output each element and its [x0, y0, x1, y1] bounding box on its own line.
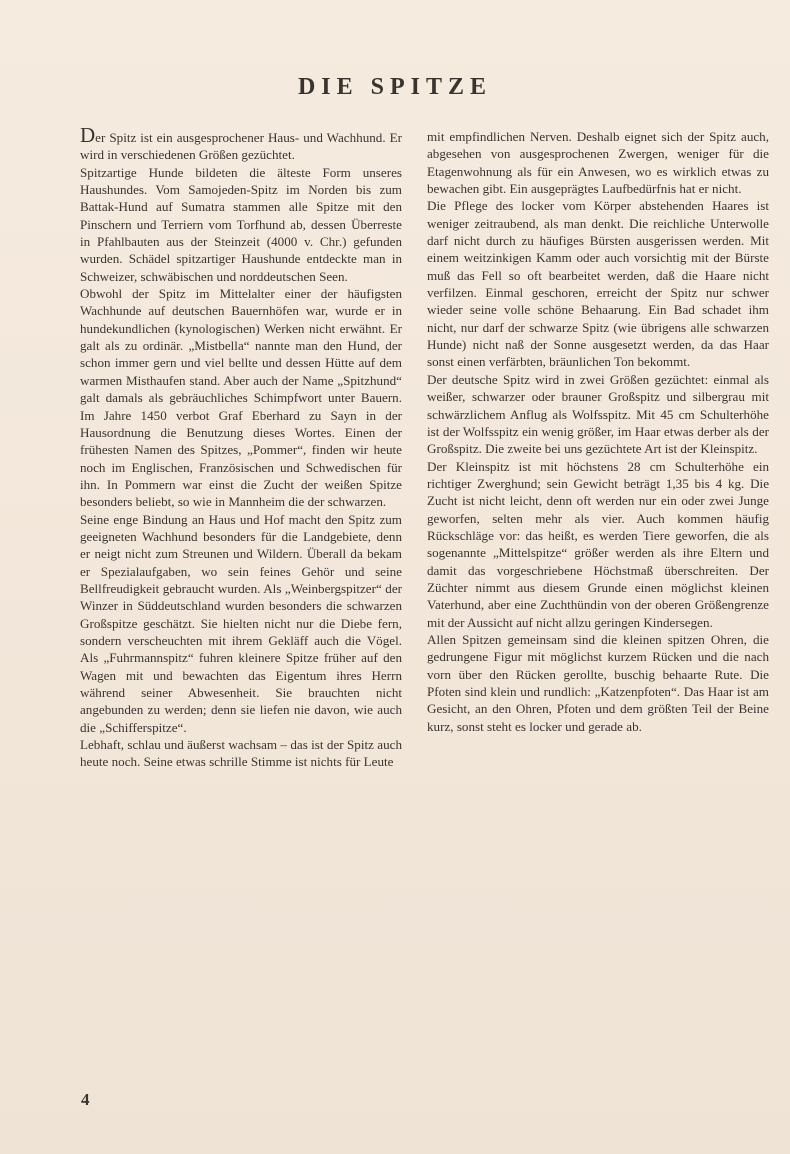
page-number: 4	[81, 1090, 90, 1109]
paragraph: Obwohl der Spitz im Mittelalter einer der häufigsten Wachhunde auf deutschen Bauernhöfen war, wurde er in hundekundlichen (kynologischen) Werken nicht erwähnt. Er galt als zu ordinär. „Mistbella“ nannte man den Hund, der schon immer gern und viel bellte und dessen Hütte auf dem warmen Misthaufen stand. Aber auch der Name „Spitzhund“ galt damals als gebräuchliches Schimpfwort unter Bauern. Im Jahre 1450 verbot Graf Eberhard zu Sayn in der Hausordnung die Benutzung dieses Wortes. Einen der frühesten Namen des Spitzes, „Pommer“, finden wir heute noch im Englischen, Französischen und Schwedischen für ihn. In Pommern war einst die Zucht der weißen Spitze besonders beliebt, so wie in Mannheim die der schwarzen.	[80, 286, 402, 510]
page-title: DIE SPITZE	[297, 74, 493, 100]
paragraph: Der Spitz ist ein ausgesprochener Haus- und Wachhund. Er wird in verschiedenen Größen gezüchtet.	[80, 123, 402, 163]
paragraph: Seine enge Bindung an Haus und Hof macht den Spitz zum geeigneten Wachhund besonders für die Landgebiete, denn er neigt nicht zum Streunen und Wildern. Überall da bekam er Spezialaufgaben, wo sein feines Gehör und seine Bellfreudigkeit gebraucht wurden. Als „Weinbergspitzer“ der Winzer in Süddeutschland wurden besonders die schwarzen Großspitze geschätzt. Sie hielten nicht nur die Diebe fern, sondern verscheuchten mit ihrem Gekläff auch die Vögel. Als „Fuhrmannspitz“ fuhren kleinere Spitze früher auf den Wagen mit und bewachten das Eigentum ihres Herrn während seiner Abwesenheit. Sie brauchten nicht angebunden zu werden; denn sie liefen nie davon, wie auch die „Schifferspitze“.	[80, 511, 402, 735]
paragraph: Spitzartige Hunde bildeten die älteste Form unseres Haushundes. Vom Samojeden-Spitz im Norden bis zum Battak-Hund auf Sumatra stammen alle Spitze mit den Pinschern und Terriern vom Torfhund ab, dessen Überreste in Pfahlbauten aus der Steinzeit (4000 v. Chr.) gefunden wurden. Schädel spitzartiger Haushunde entdeckte man in Schweizer, schwäbischen und norddeutschen Seen.	[80, 164, 402, 284]
paragraph: Die Pflege des locker vom Körper abstehenden Haares ist weniger zeitraubend, als man denkt. Die reichliche Unterwolle darf nicht durch zu häufiges Bürsten ausgerissen werden. Mit einem weitzinkigen Kamm oder auch vorsichtig mit der Bürste muß das Fell so oft bearbeitet werden, daß die Haare nicht verfilzen. Einmal geschoren, erreicht der Spitz nur schwer wieder seine volle schöne Behaarung. Ein Bad schadet ihm nicht, nur darf der schwarze Spitz (wie übrigens alle schwarzen Hunde) nicht naß der Sonne ausgesetzt werden, da das Haar sonst einen verfärbten, bräunlichen Ton bekommt.	[427, 198, 769, 370]
left-column	[80, 123, 402, 771]
paragraph: Der Kleinspitz ist mit höchstens 28 cm Schulterhöhe ein richtiger Zwerghund; sein Gewicht beträgt 1,35 bis 4 kg. Die Zucht ist nicht leicht, denn oft werden nur ein oder zwei Junge geworfen, selten mehr als vier. Auch kommen häufig Rückschläge vor: das heißt, es werden Tiere geworfen, die als sogenannte „Mittelspitze“ größer werden als ihre Eltern und damit das vorgeschriebene Höchstmaß überschreiten. Der Züchter nimmt aus diesem Grunde einen möglichst kleinen Vaterhund, aber eine Zuchthündin von der oberen Größengrenze mit der Aussicht auf nicht allzu geringen Kindersegen.	[427, 458, 769, 630]
paragraph: Lebhaft, schlau und äußerst wachsam – das ist der Spitz auch heute noch. Seine etwas schrille Stimme ist nichts für Leute	[80, 737, 402, 770]
paragraph: Der deutsche Spitz wird in zwei Größen gezüchtet: einmal als weißer, schwarzer oder brauner Großspitz und silbergrau mit schwärzlichem Anflug als Wolfsspitz. Mit 45 cm Schulterhöhe ist der Wolfsspitz ein wenig größer, im Haar etwas derber als der Großspitz. Die zweite bei uns gezüchtete Art ist der Kleinspitz.	[427, 371, 769, 457]
paragraph: Allen Spitzen gemeinsam sind die kleinen spitzen Ohren, die gedrungene Figur mit möglichst kurzem Rücken und die nach vorn über den Rücken gerollte, buschig behaarte Rute. Die Pfoten sind klein und rundlich: „Katzenpfoten“. Das Haar ist am Gesicht, an den Ohren, Pfoten und dem größten Teil der Beine kurz, sonst steht es locker und gerade ab.	[427, 631, 769, 734]
paragraph: mit empfindlichen Nerven. Deshalb eignet sich der Spitz auch, abgesehen von ausgesprochenen Zwergen, weniger für die Etagenwohnung als für ein Anwesen, wo es wirklich etwas zu bewachen gibt. Ein ausgeprägtes Laufbedürfnis hat er nicht.	[427, 129, 769, 197]
right-column	[427, 128, 769, 735]
